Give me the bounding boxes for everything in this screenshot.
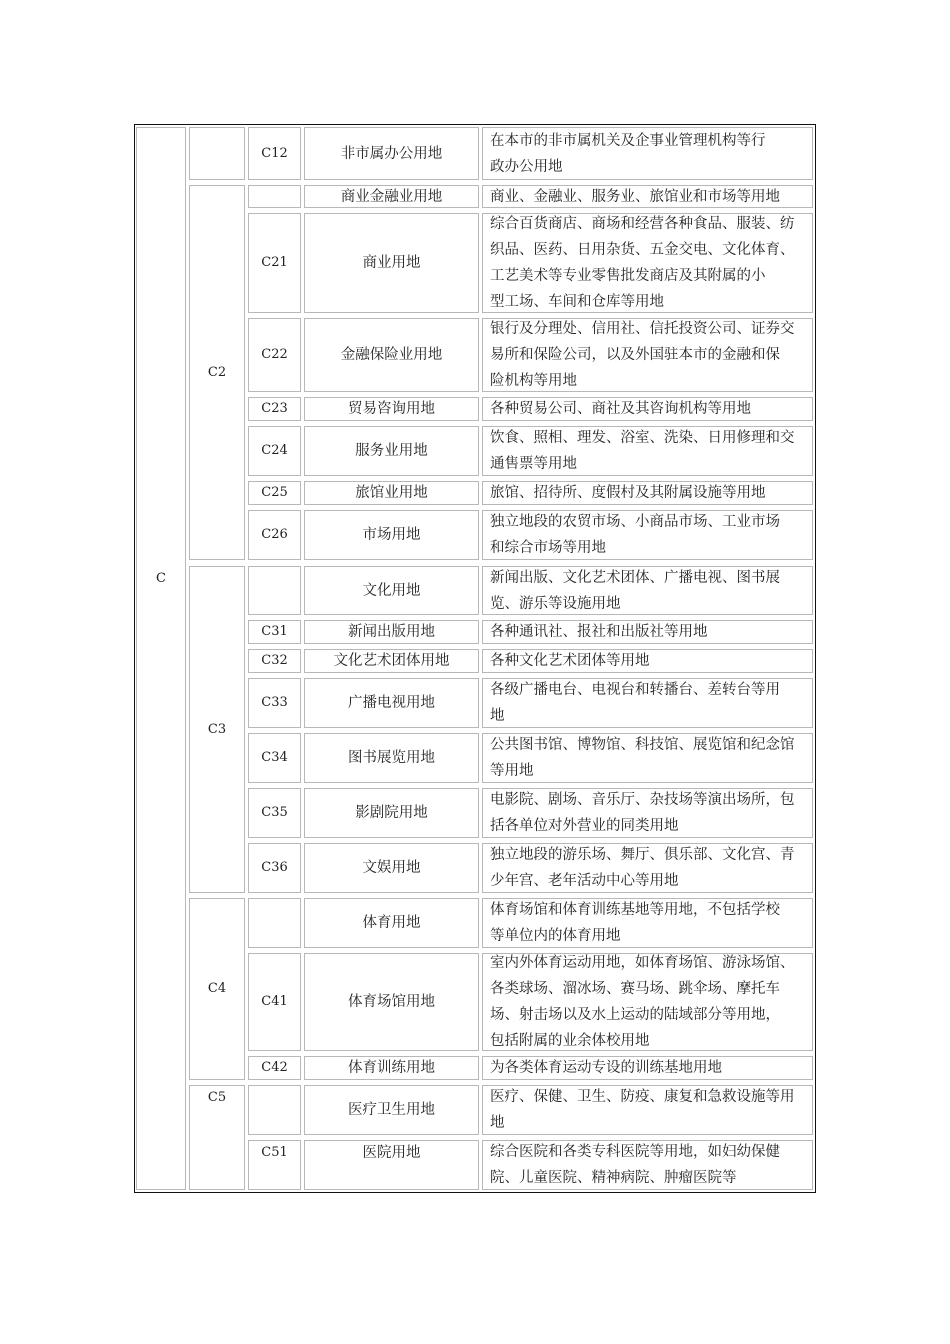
land-use-description (482, 733, 813, 783)
description-line: 等用地 (490, 763, 534, 779)
land-use-name: 金融保险业用地 (340, 347, 443, 363)
land-use-name: 医疗卫生用地 (348, 1102, 435, 1118)
land-use-description (482, 185, 813, 208)
subclass-code-cell (248, 898, 301, 948)
land-use-description (482, 898, 813, 948)
description-line: 少年宫、老年活动中心等用地 (490, 873, 679, 889)
description-line: 地 (490, 708, 505, 724)
land-use-name: 影剧院用地 (355, 805, 428, 821)
land-use-name: 商业用地 (362, 255, 421, 271)
subclass-code: C26 (261, 527, 288, 542)
land-use-name: 服务业用地 (355, 443, 428, 459)
description-line: 独立地段的游乐场、舞厅、俱乐部、文化宫、青 (490, 847, 795, 863)
major-class-cell (136, 127, 186, 1190)
description-line: 在本市的非市属机关及企事业管理机构等行 (490, 132, 766, 149)
land-use-name: 市场用地 (362, 527, 421, 543)
land-use-name: 商业金融业用地 (340, 188, 443, 205)
description-line: 综合百货商店、商场和经营各种食品、服装、纺 (490, 216, 795, 232)
land-use-name: 体育训练用地 (348, 1060, 435, 1076)
land-use-description (482, 1085, 813, 1135)
description-line: 等单位内的体育用地 (490, 928, 621, 944)
subclass-code: C31 (261, 624, 288, 639)
land-use-name: 文化艺术团体用地 (333, 653, 450, 669)
land-use-description (482, 127, 813, 180)
description-line: 各级广播电台、电视台和转播台、差转台等用 (490, 682, 780, 698)
subclass-code: C36 (261, 860, 288, 875)
description-line: 医疗、保健、卫生、防疫、康复和急救设施等用 (490, 1089, 795, 1105)
description-line: 独立地段的农贸市场、小商品市场、工业市场 (490, 514, 780, 530)
subclass-code: C32 (261, 653, 288, 668)
description-line: 括各单位对外营业的同类用地 (490, 818, 679, 834)
land-use-name: 体育场馆用地 (348, 994, 435, 1010)
medium-class-code: C3 (207, 721, 227, 737)
description-line: 体育场馆和体育训练基地等用地，不包括学校 (490, 902, 780, 918)
land-use-description (482, 1056, 813, 1080)
description-line: 银行及分理处、信用社、信托投资公司、证券交 (490, 321, 795, 337)
land-use-description (482, 426, 813, 476)
major-class-code: C (156, 571, 166, 586)
subclass-code-cell (248, 1085, 301, 1135)
subclass-code-cell (248, 566, 301, 615)
land-use-description (482, 1140, 813, 1190)
land-use-name: 图书展览用地 (348, 750, 435, 766)
description-line: 各种文化艺术团体等用地 (490, 653, 650, 669)
land-use-description (482, 481, 813, 505)
medium-class-code: C2 (207, 364, 227, 380)
subclass-code: C35 (261, 805, 288, 820)
medium-class-code: C4 (207, 981, 227, 996)
land-use-description (482, 649, 813, 673)
land-use-name: 医院用地 (362, 1145, 421, 1161)
description-line: 为各类体育运动专设的训练基地用地 (490, 1060, 722, 1076)
medium-class-cell (189, 127, 245, 180)
description-line: 旅馆、招待所、度假村及其附属设施等用地 (490, 485, 766, 501)
description-line: 各种通讯社、报社和出版社等用地 (490, 624, 708, 640)
subclass-code: C22 (261, 347, 288, 362)
subclass-code: C21 (261, 255, 288, 270)
subclass-code: C23 (261, 401, 288, 416)
land-use-description (482, 843, 813, 893)
description-line: 织品、医药、日用杂货、五金交电、文化体育、 (490, 242, 795, 258)
description-line: 型工场、车间和仓库等用地 (490, 294, 664, 310)
subclass-code: C12 (261, 145, 288, 161)
subclass-code: C33 (261, 695, 288, 710)
land-use-name: 旅馆业用地 (355, 485, 428, 501)
land-use-description (482, 318, 813, 392)
subclass-code-cell (248, 185, 301, 208)
description-line: 饮食、照相、理发、浴室、洗染、日用修理和交 (490, 430, 795, 446)
description-line: 和综合市场等用地 (490, 540, 606, 556)
description-line: 通售票等用地 (490, 456, 577, 472)
subclass-code: C51 (261, 1145, 288, 1160)
description-line: 综合医院和各类专科医院等用地，如妇幼保健 (490, 1144, 780, 1160)
land-use-name: 新闻出版用地 (348, 624, 435, 640)
land-use-description (482, 213, 813, 313)
description-line: 各类球场、溜冰场、赛马场、跳伞场、摩托车 (490, 981, 780, 997)
subclass-code: C34 (261, 750, 288, 765)
description-line: 商业、金融业、服务业、旅馆业和市场等用地 (490, 188, 780, 205)
land-use-description (482, 678, 813, 728)
subclass-code: C25 (261, 485, 288, 500)
description-line: 新闻出版、文化艺术团体、广播电视、图书展 (490, 569, 780, 586)
land-use-name: 体育用地 (362, 915, 421, 931)
description-line: 各种贸易公司、商社及其咨询机构等用地 (490, 401, 751, 417)
description-line: 易所和保险公司，以及外国驻本市的金融和保 (490, 347, 780, 363)
land-use-description (482, 620, 813, 644)
description-line: 包括附属的业余体校用地 (490, 1033, 650, 1049)
description-line: 险机构等用地 (490, 373, 577, 389)
land-use-description (482, 953, 813, 1051)
description-line: 览、游乐等设施用地 (490, 595, 621, 612)
description-line: 场、射击场以及水上运动的陆域部分等用地， (490, 1007, 780, 1023)
description-line: 政办公用地 (490, 158, 563, 175)
medium-class-code: C5 (207, 1090, 227, 1105)
land-use-description (482, 788, 813, 838)
subclass-code: C24 (261, 443, 288, 458)
description-line: 工艺美术等专业零售批发商店及其附属的小 (490, 268, 766, 284)
description-line: 院、儿童医院、精神病院、肿瘤医院等 (490, 1170, 737, 1186)
land-use-name: 贸易咨询用地 (348, 401, 435, 417)
land-use-name: 文化用地 (362, 582, 421, 599)
description-line: 电影院、剧场、音乐厅、杂技场等演出场所，包 (490, 792, 795, 808)
land-use-name: 广播电视用地 (348, 695, 435, 711)
land-use-description (482, 510, 813, 560)
description-line: 公共图书馆、博物馆、科技馆、展览馆和纪念馆 (490, 737, 795, 753)
land-use-description (482, 566, 813, 615)
land-use-description (482, 397, 813, 421)
subclass-code: C42 (261, 1060, 288, 1075)
description-line: 地 (490, 1115, 505, 1131)
description-line: 室内外体育运动用地，如体育场馆、游泳场馆、 (490, 955, 795, 971)
subclass-code: C41 (261, 994, 288, 1009)
land-use-name: 非市属办公用地 (340, 145, 443, 162)
land-use-name: 文娱用地 (362, 860, 421, 876)
